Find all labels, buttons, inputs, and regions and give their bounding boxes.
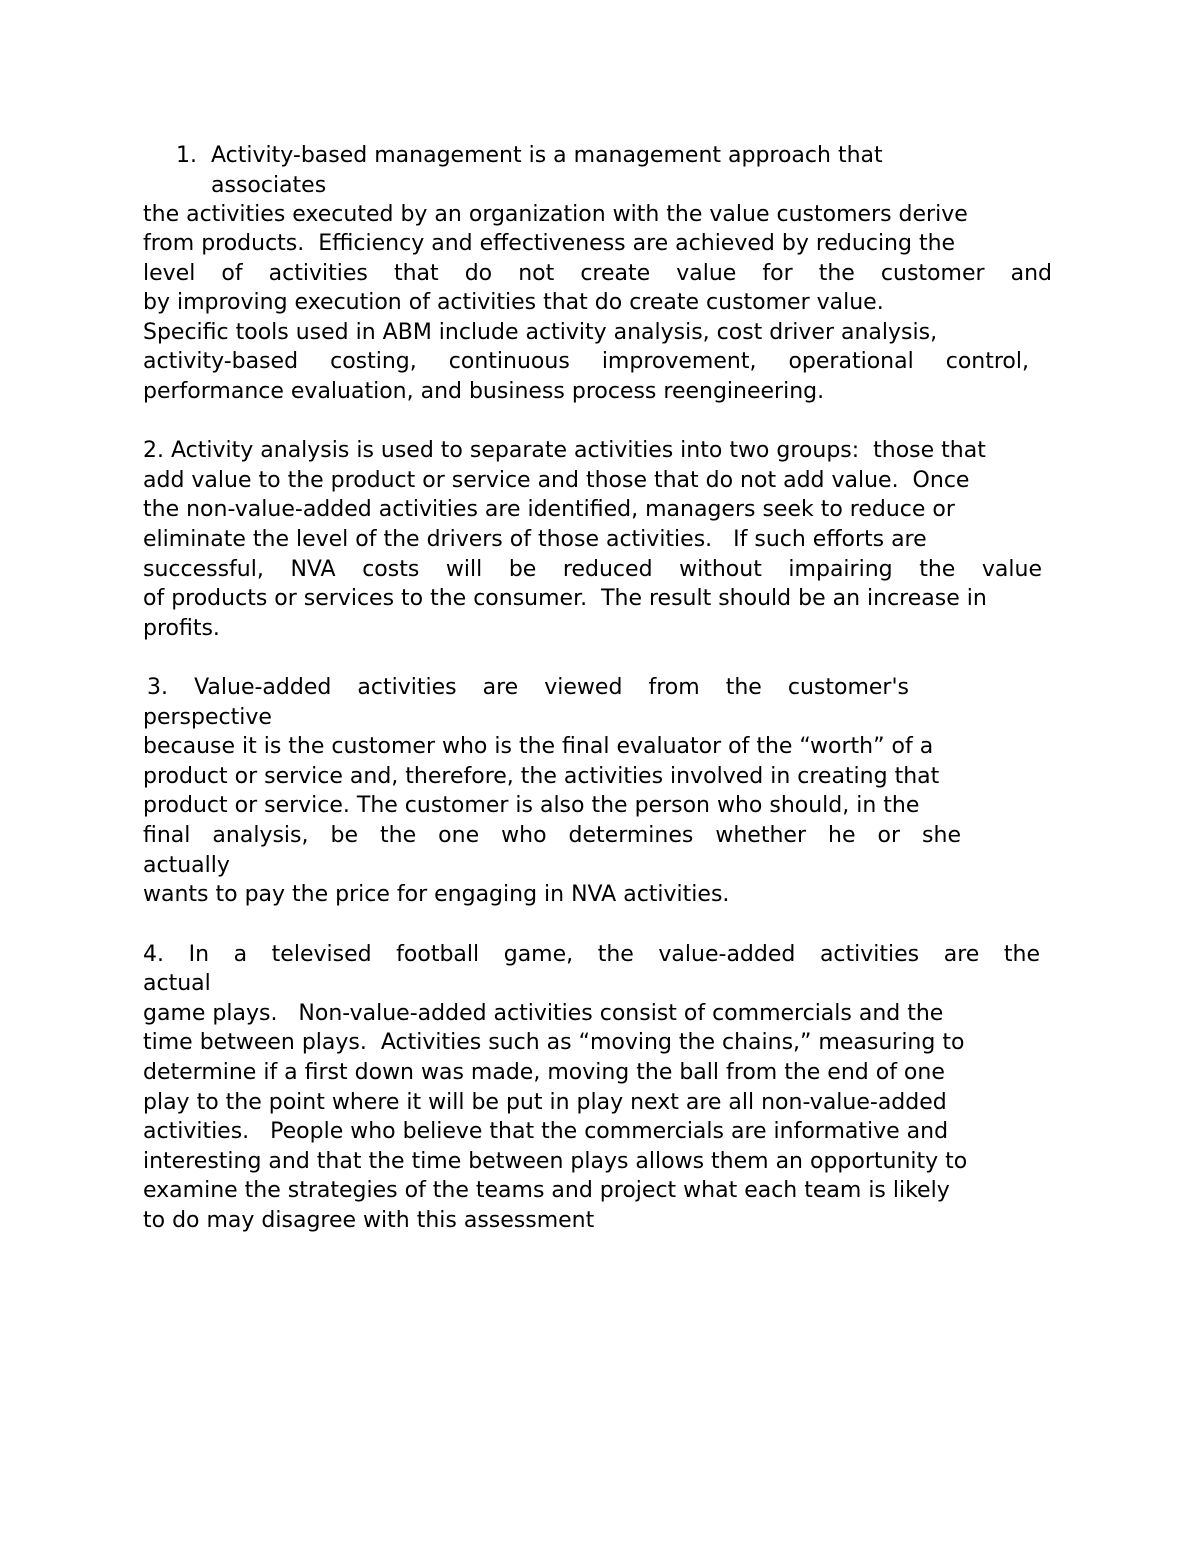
item-3-line-2: perspective: [143, 705, 272, 730]
item-3-number: 3.: [147, 675, 168, 700]
item-3-line-8: wants to pay the price for engaging in NVA activities.: [143, 882, 730, 907]
item-2-line-4: eliminate the level of the drivers of those activities. If such efforts are: [143, 527, 927, 552]
item-2-line-5: successful, NVA costs will be reduced without impairing the value: [143, 557, 1042, 582]
item-3-line-7: actually: [143, 853, 230, 878]
item-4-line-7: activities. People who believe that the commercials are informative and: [143, 1119, 949, 1144]
item-4-line-2: actual: [143, 971, 211, 996]
item-1-line-1: Activity-based management is a management approach that: [211, 143, 883, 168]
item-2-line-6: of products or services to the consumer. The result should be an increase in: [143, 586, 987, 611]
item-4-line-4: time between plays. Activities such as “moving the chains,” measuring to: [143, 1030, 965, 1055]
item-4-line-10: to do may disagree with this assessment: [143, 1208, 595, 1233]
item-4-line-8: interesting and that the time between plays allows them an opportunity to: [143, 1149, 968, 1174]
item-4-line-1: [143, 940, 1040, 970]
item-2-line-1-text: Activity analysis is used to separate activities into two groups: those that: [171, 438, 986, 463]
item-3-line-1: [147, 673, 909, 703]
item-3-line-4: product or service and, therefore, the activities involved in creating that: [143, 764, 940, 789]
item-4-line-5: determine if a first down was made, moving the ball from the end of one: [143, 1060, 945, 1085]
item-1-line-6: by improving execution of activities that do create customer value.: [143, 290, 884, 315]
item-2-line-3: the non-value-added activities are identified, managers seek to reduce or: [143, 497, 955, 522]
item-3-line-5: product or service. The customer is also the person who should, in the: [143, 793, 920, 818]
item-3-line-6: final analysis, be the one who determines whether he or she: [143, 823, 961, 848]
item-3-line-1-text: Value-added activities are viewed from the customer's: [194, 675, 909, 700]
item-3-line-3: because it is the customer who is the final evaluator of the “worth” of a: [143, 734, 934, 759]
item-1-line-4: from products. Efficiency and effectiveness are achieved by reducing the: [143, 231, 956, 256]
item-4-line-9: examine the strategies of the teams and project what each team is likely: [143, 1178, 950, 1203]
item-4-line-6: play to the point where it will be put in play next are all non-value-added: [143, 1090, 947, 1115]
item-1-line-5: level of activities that do not create value for the customer and: [143, 261, 1052, 286]
item-1-line-7: Specific tools used in ABM include activity analysis, cost driver analysis,: [143, 320, 938, 345]
item-2-line-7: profits.: [143, 616, 220, 641]
item-2-line-2: add value to the product or service and those that do not add value. Once: [143, 468, 970, 493]
item-1-line-2: associates: [211, 173, 327, 198]
item-1-number: 1.: [176, 143, 197, 168]
item-2-line-1: [143, 436, 986, 466]
item-1-line-3: the activities executed by an organization with the value customers derive: [143, 202, 968, 227]
item-4-number: 4.: [143, 942, 164, 967]
item-2-number: 2.: [143, 438, 164, 463]
item-4-line-3: game plays. Non-value-added activities consist of commercials and the: [143, 1001, 944, 1026]
item-4-line-1-text: In a televised football game, the value-added activities are the: [188, 942, 1040, 967]
item-1-line-9: performance evaluation, and business process reengineering.: [143, 379, 825, 404]
item-1-line-8: activity-based costing, continuous improvement, operational control,: [143, 349, 1029, 374]
